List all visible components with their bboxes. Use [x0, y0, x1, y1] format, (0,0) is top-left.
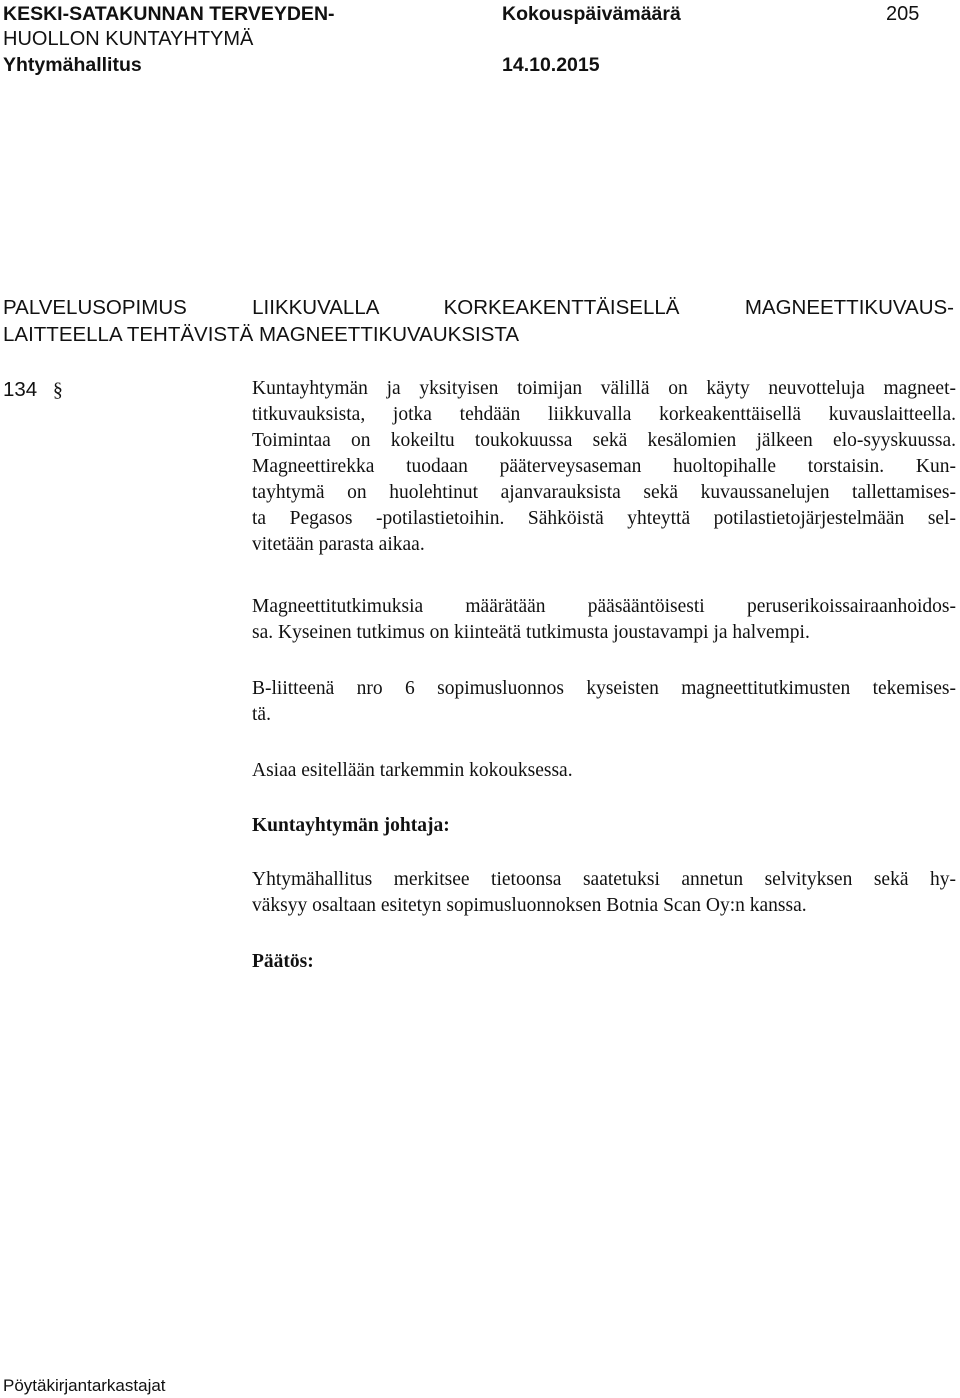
text-line: tayhtymä on huolehtinut ajanvarauksista sekä kuvaussanelujen tallettamises- — [252, 482, 956, 503]
paragraph-background — [252, 376, 956, 558]
meeting-date: 14.10.2015 — [502, 54, 600, 76]
section-number-value: 134 — [3, 378, 38, 401]
text-line: sa. Kyseinen tutkimus on kiinteätä tutkimusta joustavampi ja halvempi. — [252, 622, 810, 643]
heading-text: Päätös: — [252, 951, 314, 972]
page-number: 205 — [886, 3, 920, 25]
title-word: MAGNEETTIKUVAUS- — [744, 296, 955, 319]
decision-heading — [252, 949, 956, 975]
paragraph-referral — [252, 594, 956, 646]
text-line: Magneettirekka tuodaan pääterveysaseman huoltopihalle torstaisin. Kun- — [252, 456, 956, 477]
text-line: tä. — [252, 704, 271, 725]
title-word: PALVELUSOPIMUS — [3, 296, 187, 319]
text-line: Asiaa esitellään tarkemmin kokouksessa. — [252, 760, 573, 781]
title-word: KORKEAKENTTÄISELLÄ — [443, 296, 680, 319]
text-line: B-liitteenä nro 6 sopimusluonnos kyseisten magneettitutkimusten tekemises- — [252, 678, 956, 699]
organization-name-line2: HUOLLON KUNTAYHTYMÄ — [3, 28, 254, 50]
paragraph-attachment — [252, 676, 956, 728]
text-line: Yhtymähallitus merkitsee tietoonsa saatetuksi annetun selvityksen sekä hy- — [252, 869, 956, 890]
title-word: LIIKKUVALLA — [252, 296, 379, 319]
text-line: Magneettitutkimuksia määrätään pääsääntöisesti peruserikoissairaanhoidos- — [252, 596, 956, 617]
text-line: väksyy osaltaan esitetyn sopimusluonnoksen Botnia Scan Oy:n kanssa. — [252, 895, 807, 916]
section-title-line2: LAITTEELLA TEHTÄVISTÄ MAGNEETTIKUVAUKSISTA — [3, 323, 520, 346]
section-title-line1 — [3, 294, 954, 322]
meeting-date-label: Kokouspäivämäärä — [502, 3, 681, 25]
footer-reviewers-label: Pöytäkirjantarkastajat — [3, 1376, 166, 1395]
paragraph-proposal — [252, 867, 956, 919]
text-line: titkuvauksista, jotka tehdään liikkuvalla korkeakenttäisellä kuvauslaitteella. — [252, 404, 956, 425]
text-line: Kuntayhtymän ja yksityisen toimijan välillä on käyty neuvotteluja magneet- — [252, 378, 956, 399]
section-number — [3, 376, 63, 404]
paragraph-presentation — [252, 758, 956, 784]
organization-name-line1: KESKI-SATAKUNNAN TERVEYDEN- — [3, 3, 335, 25]
text-line: vitetään parasta aikaa. — [252, 534, 425, 555]
director-proposal-heading — [252, 813, 956, 839]
heading-text: Kuntayhtymän johtaja: — [252, 815, 450, 836]
meeting-body-name: Yhtymähallitus — [3, 54, 142, 76]
section-sign: § — [52, 379, 63, 401]
text-line: Toimintaa on kokeiltu toukokuussa sekä kesälomien jälkeen elo-syyskuussa. — [252, 430, 956, 451]
text-line: ta Pegasos -potilastietoihin. Sähköistä yhteyttä potilastietojärjestelmään sel- — [252, 508, 956, 529]
